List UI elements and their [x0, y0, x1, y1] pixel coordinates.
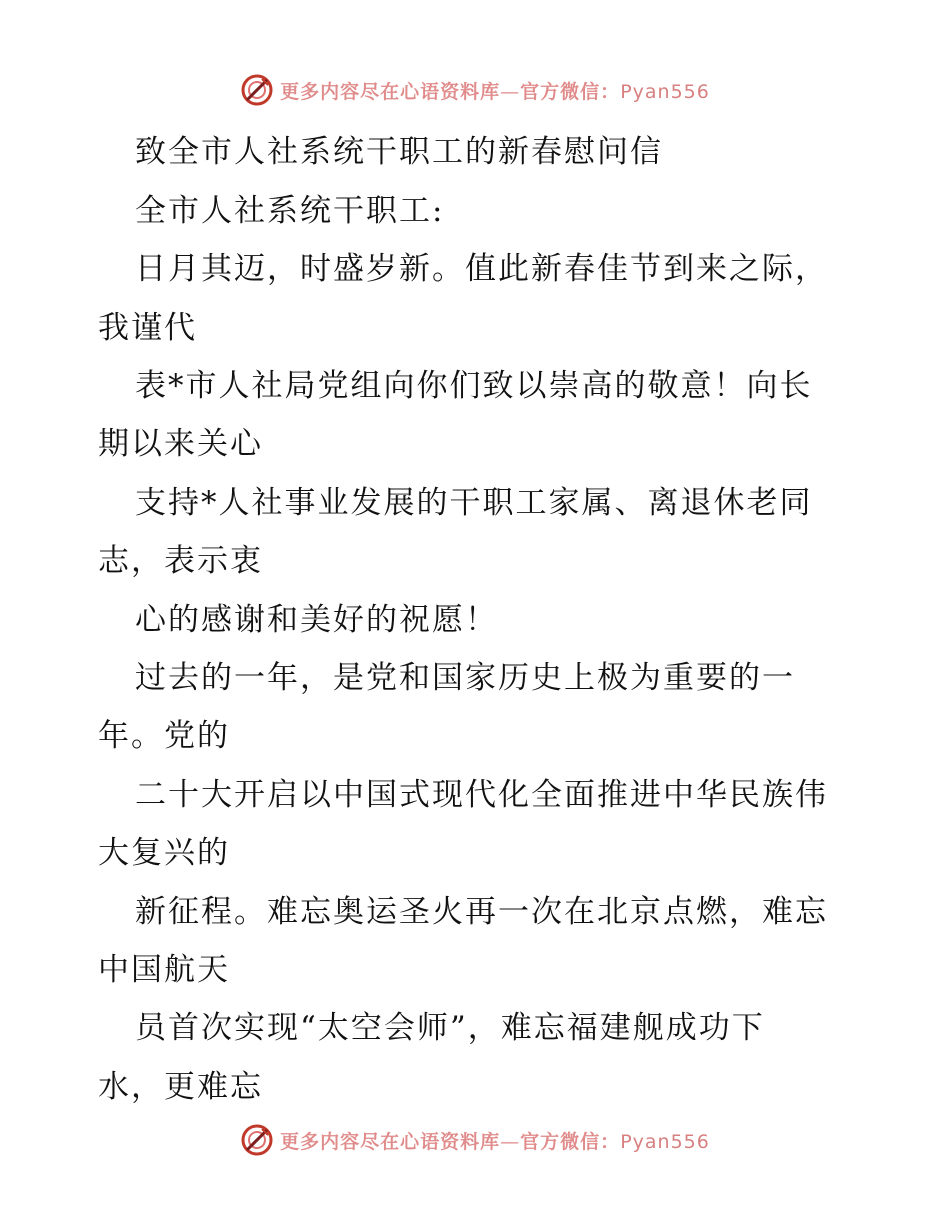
header-banner-official: 官方微信： [520, 80, 621, 103]
header-banner-main: 更多内容尽在心语资料库 [280, 80, 501, 103]
body-line: 大复兴的 [98, 835, 230, 871]
logo-icon [240, 1123, 274, 1157]
footer-banner-main: 更多内容尽在心语资料库 [280, 1130, 501, 1153]
body-line: 支持*人社事业发展的干职工家属、离退休老同 [135, 485, 813, 521]
body-line: 年。党的 [98, 718, 230, 754]
document-title: 致全市人社系统干职工的新春慰问信 [135, 134, 663, 170]
body-line: 二十大开启以中国式现代化全面推进中华民族伟 [135, 777, 828, 813]
body-line: 表*市人社局党组向你们致以崇高的敬意！向长 [135, 368, 813, 404]
body-line: 期以来关心 [98, 426, 263, 462]
body-line: 过去的一年，是党和国家历史上极为重要的一 [135, 660, 795, 696]
body-line: 我谨代 [98, 310, 197, 346]
footer-banner-text [280, 1127, 710, 1154]
header-banner [0, 70, 950, 110]
body-line: 中国航天 [98, 952, 230, 988]
body-line: 员首次实现“太空会师”，难忘福建舰成功下 [135, 1010, 765, 1046]
header-banner-wechat: Pyan556 [620, 80, 710, 103]
footer-banner-official: 官方微信： [520, 1130, 621, 1153]
footer-banner [0, 1120, 950, 1160]
header-banner-text [280, 77, 710, 104]
body-line: 日月其迈，时盛岁新。值此新春佳节到来之际， [135, 251, 828, 287]
footer-banner-wechat: Pyan556 [620, 1130, 710, 1153]
body-line: 志，表示衷 [98, 543, 263, 579]
body-line: 水，更难忘 [98, 1069, 263, 1105]
body-line: 心的感谢和美好的祝愿！ [135, 602, 498, 638]
footer-banner-dash: — [500, 1130, 521, 1153]
salutation: 全市人社系统干职工: [135, 193, 445, 229]
logo-icon [240, 73, 274, 107]
body-line: 新征程。难忘奥运圣火再一次在北京点燃，难忘 [135, 894, 828, 930]
header-banner-dash: — [500, 80, 521, 103]
